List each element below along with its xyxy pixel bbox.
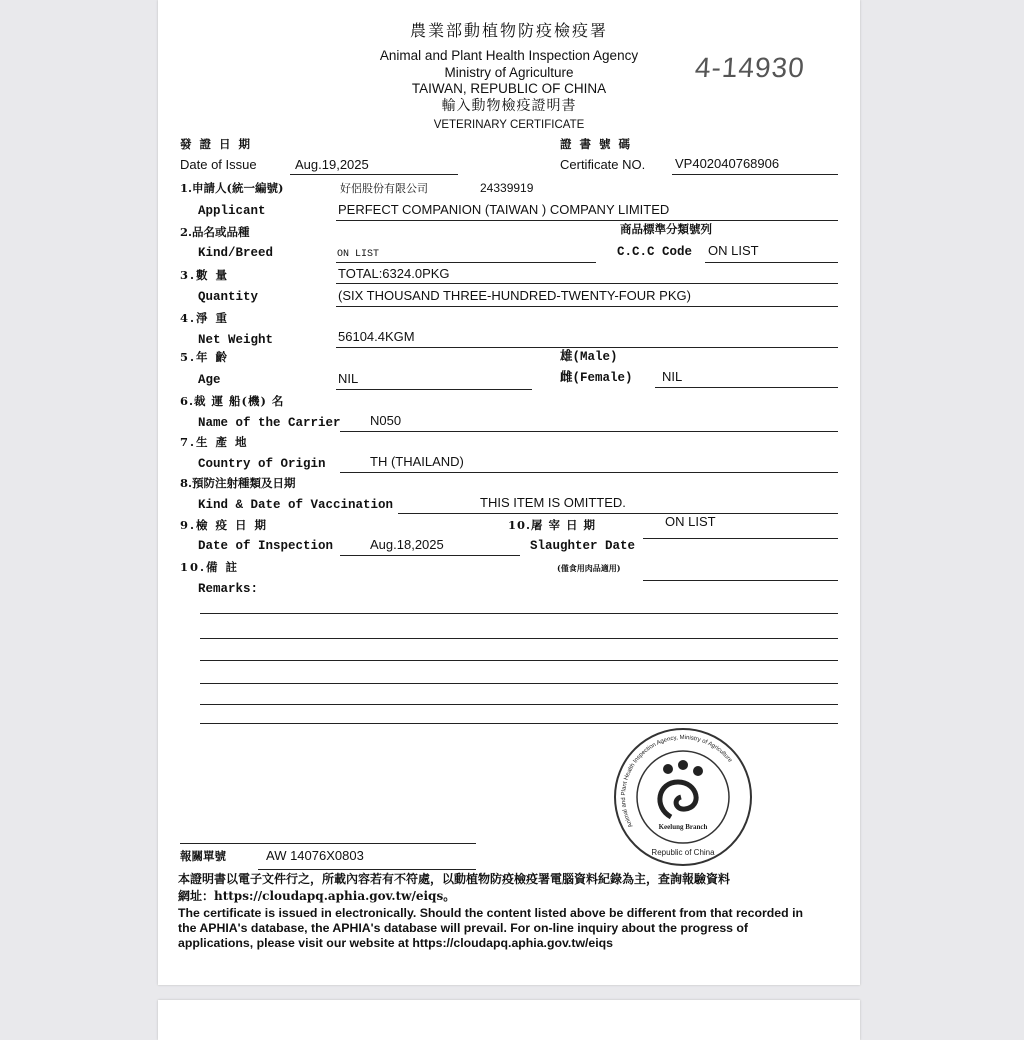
kind-value: ON LIST — [337, 249, 380, 260]
vaccination-label: Kind & Date of Vaccination — [198, 498, 394, 512]
slaughter-label: Slaughter Date — [530, 539, 636, 553]
applicant-value: PERFECT COMPANION (TAIWAN ) COMPANY LIMITED — [338, 202, 670, 217]
country-name: TAIWAN, REPUBLIC OF CHINA — [411, 81, 607, 96]
next-page — [158, 1000, 860, 1040]
inspection-value: Aug.18,2025 — [370, 537, 444, 552]
quantity-value: TOTAL:6324.0PKG — [338, 266, 450, 281]
vaccination-label-zh: 8.預防注射種類及日期 — [180, 476, 296, 490]
issue-date-label: Date of Issue — [180, 157, 257, 172]
ccc-label-zh: 商品標準分類號列 — [620, 222, 712, 236]
certificate-title-en: VETERINARY CERTIFICATE — [433, 119, 585, 131]
female-label: 雌(Female) — [560, 371, 633, 385]
applicant-name-zh: 好侶股份有限公司 — [340, 182, 428, 195]
cert-no-label-zh: 證 書 號 碼 — [560, 137, 633, 151]
kind-label: Kind/Breed — [198, 246, 274, 260]
footer-notice-en-3: applications, please visit our website at https://cloudapq.aphia.gov.tw/eiqs — [178, 936, 614, 950]
applicant-label-zh: 1.申請人(統一編號) — [180, 181, 284, 195]
handwritten-number: 4-14930 — [693, 52, 806, 83]
quantity-label: Quantity — [198, 290, 259, 304]
slaughter-label-zh: 10.屠 宰 日 期 — [508, 518, 597, 532]
ministry-name: Ministry of Agriculture — [444, 65, 574, 80]
ccc-label: C.C.C Code — [617, 245, 693, 259]
footer-notice-zh: 本證明書以電子文件行之，所載內容若有不符處，以動植物防疫檢疫署電腦資料紀錄為主，查詢報驗資料 — [178, 872, 731, 886]
weight-value: 56104.4KGM — [338, 329, 415, 344]
slaughter-value: ON LIST — [665, 514, 716, 529]
inspection-label: Date of Inspection — [198, 539, 334, 553]
applicant-tax-id: 24339919 — [480, 181, 534, 195]
inspection-label-zh: 9.檢 疫 日 期 — [180, 518, 269, 532]
weight-label-zh: 4.淨 重 — [180, 311, 230, 325]
cert-no-value: VP402040768906 — [675, 156, 780, 171]
weight-label: Net Weight — [198, 333, 274, 347]
issue-date-value: Aug.19,2025 — [295, 157, 369, 172]
age-value: NIL — [338, 371, 359, 386]
issue-date-label-zh: 發 證 日 期 — [180, 137, 253, 151]
stamp-ring-text: Animal and Plant Health Inspection Agency, Ministry of Agriculture — [620, 734, 733, 828]
ccc-value: ON LIST — [708, 243, 759, 258]
origin-label: Country of Origin — [198, 457, 326, 471]
male-label: 雄(Male) — [560, 350, 618, 364]
footer-notice-en-1: The certificate is issued in electronically. Should the content listed above be different from that recorded in — [178, 906, 803, 920]
certificate-page — [158, 0, 860, 985]
certificate-title-zh: 輸入動物檢疫證明書 — [441, 98, 577, 114]
customs-no-label: 報關單號 — [180, 849, 226, 863]
carrier-label: Name of the Carrier — [198, 416, 341, 430]
quantity-words: (SIX THOUSAND THREE-HUNDRED-TWENTY-FOUR PKG) — [338, 288, 691, 303]
carrier-label-zh: 6.裁 運 船(機) 名 — [180, 394, 285, 408]
stamp-bottom-text: Republic of China — [651, 848, 715, 857]
agency-name-en: Animal and Plant Health Inspection Agency — [379, 48, 639, 63]
age-label: Age — [198, 373, 221, 387]
vaccination-value: THIS ITEM IS OMITTED. — [480, 495, 626, 510]
remarks-label-zh: 10.備 註 — [180, 560, 240, 574]
cert-no-label: Certificate NO. — [560, 157, 646, 172]
origin-value: TH (THAILAND) — [370, 454, 464, 469]
age-label-zh: 5.年 齡 — [180, 350, 230, 364]
origin-label-zh: 7.生 產 地 — [180, 435, 249, 449]
customs-no-value: AW 14076X0803 — [266, 848, 364, 863]
agency-seal-stamp — [613, 727, 753, 867]
carrier-value: N050 — [370, 413, 402, 428]
footer-url-zh: 網址：https://cloudapq.aphia.gov.tw/eiqs。 — [178, 889, 456, 903]
sex-value: NIL — [662, 369, 683, 384]
stamp-branch-text: Keelung Branch — [658, 823, 708, 831]
remarks-label: Remarks: — [198, 582, 259, 596]
remarks-note-zh: (僅食用肉品適用) — [557, 563, 621, 573]
quantity-label-zh: 3.數 量 — [180, 268, 230, 282]
applicant-label: Applicant — [198, 204, 266, 218]
footer-notice-en-2: the APHIA's database, the APHIA's database will prevail. For on-line inquiry about the progress of — [178, 921, 749, 935]
kind-label-zh: 2.品名或品種 — [180, 225, 250, 239]
agency-name-zh: 農業部動植物防疫檢疫署 — [409, 21, 609, 40]
